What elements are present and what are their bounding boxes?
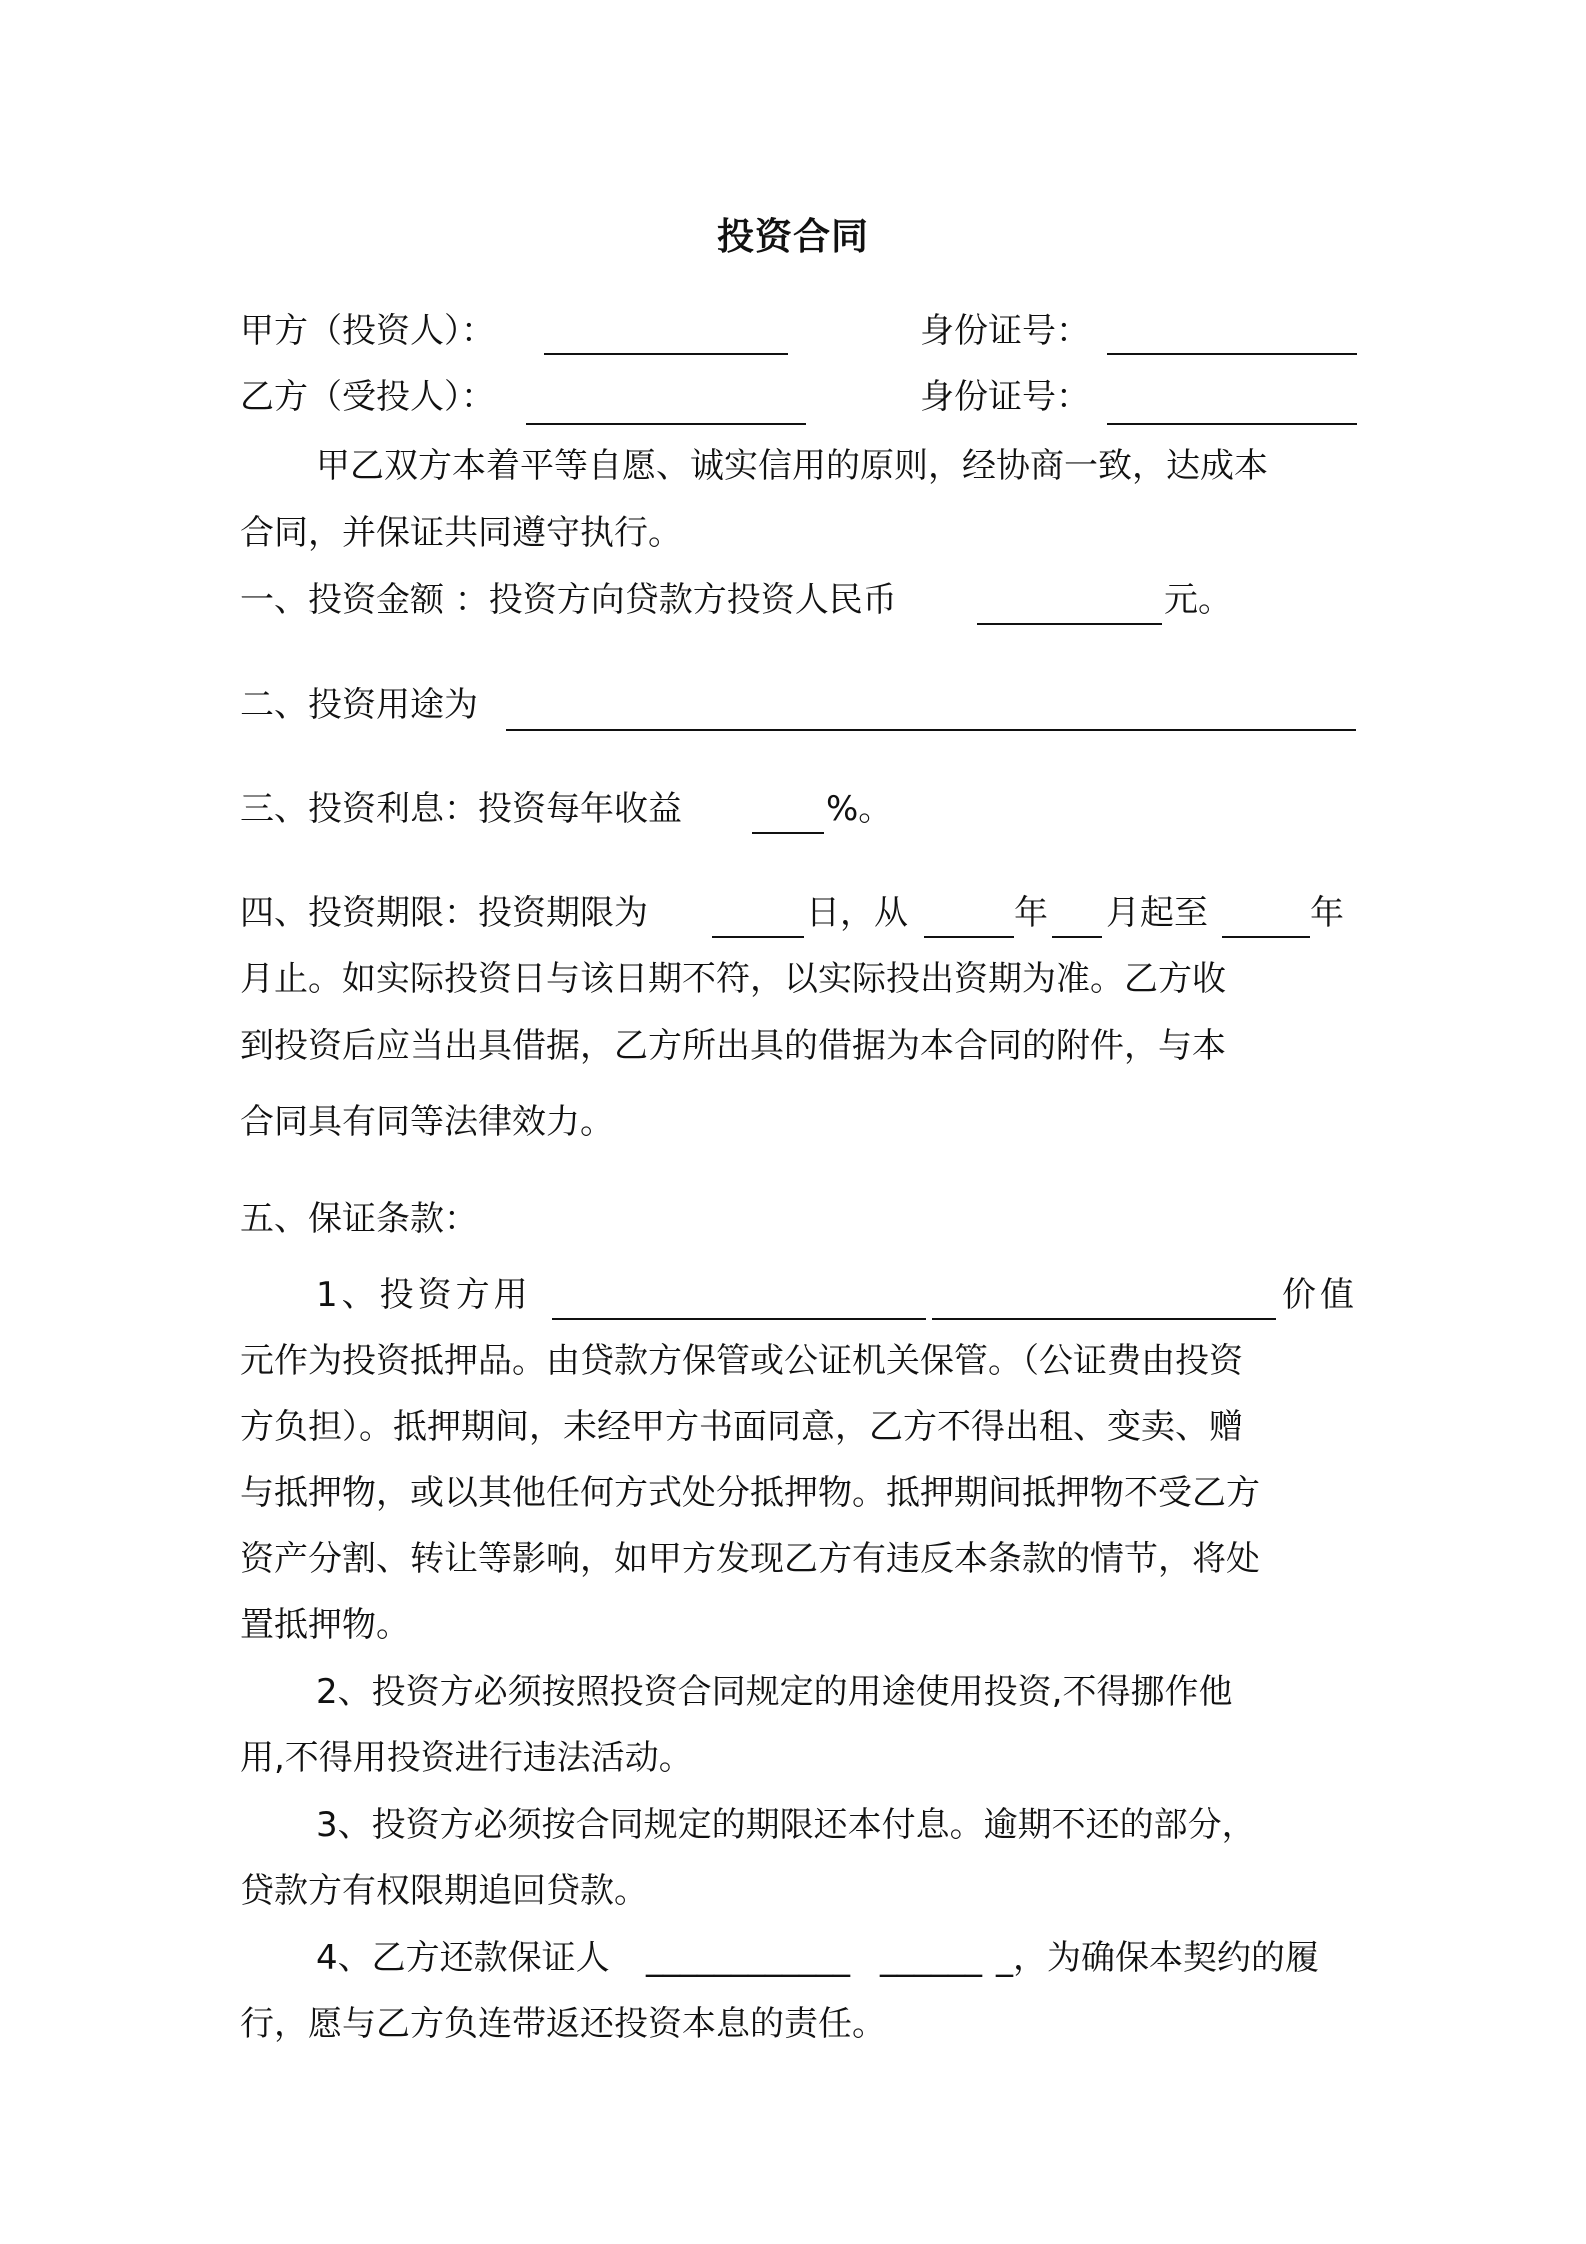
- clause-1-line-2: 元作为投资抵押品。由贷款方保管或公证机关保管。（公证费由投资: [240, 1341, 1243, 1381]
- annual-return-blank[interactable]: [752, 832, 824, 834]
- investment-amount-blank[interactable]: [977, 623, 1162, 625]
- clause-4-prefix: 4、乙方还款保证人: [316, 1938, 610, 1978]
- guarantor-blank[interactable]: ____________: [646, 1938, 850, 1978]
- id-label-a: 身份证号：: [920, 311, 1090, 351]
- clause-4-line-2: 行，愿与乙方负连带返还投资本息的责任。: [240, 2004, 886, 2044]
- id-label-b: 身份证号：: [920, 377, 1090, 417]
- section-4-part-b: 日，从: [806, 893, 908, 933]
- clause-4-suffix: _，为确保本契约的履: [996, 1938, 1319, 1978]
- section-4-part-d: 月起至: [1106, 893, 1208, 933]
- section-5-title: 五、保证条款：: [240, 1199, 478, 1239]
- clause-1-suffix: 价值: [1282, 1275, 1358, 1315]
- clause-1-line-5: 资产分割、转让等影响，如甲方发现乙方有违反本条款的情节，将处: [240, 1539, 1260, 1579]
- document-title: 投资合同: [717, 215, 869, 258]
- start-month-blank[interactable]: [1052, 936, 1102, 938]
- collateral-blank-1[interactable]: [552, 1318, 926, 1320]
- section-4-part-e: 年: [1310, 893, 1344, 933]
- section-4-part-c: 年: [1014, 893, 1048, 933]
- section-1-suffix: 元。: [1164, 580, 1232, 620]
- id-a-blank[interactable]: [1107, 353, 1357, 355]
- term-days-blank[interactable]: [712, 936, 804, 938]
- section-4-part-a: 四、投资期限：投资期限为: [240, 893, 648, 933]
- section-4-line-4: 合同具有同等法律效力。: [240, 1102, 614, 1142]
- intro-line-2: 合同，并保证共同遵守执行。: [240, 513, 682, 553]
- clause-1-line-6: 置抵押物。: [240, 1605, 410, 1645]
- section-4-line-2: 月止。如实际投资日与该日期不符，以实际投出资期为准。乙方收: [240, 959, 1226, 999]
- intro-line-1: 甲乙双方本着平等自愿、诚实信用的原则，经协商一致，达成本: [316, 446, 1268, 486]
- clause-3-line-1: 3、投资方必须按合同规定的期限还本付息。逾期不还的部分，: [316, 1805, 1256, 1845]
- end-year-blank[interactable]: [1222, 936, 1310, 938]
- party-b-label: 乙方（受投人）：: [240, 377, 495, 417]
- collateral-blank-2[interactable]: [932, 1318, 1276, 1320]
- clause-1-prefix: 1、投资方用: [316, 1275, 532, 1315]
- guarantor-blank-2[interactable]: ______: [880, 1938, 982, 1978]
- section-2-prefix: 二、投资用途为: [240, 685, 478, 725]
- id-b-blank[interactable]: [1107, 423, 1357, 425]
- clause-3-line-2: 贷款方有权限期追回贷款。: [240, 1871, 648, 1911]
- clause-1-line-3: 方负担）。抵押期间，未经甲方书面同意，乙方不得出租、变卖、赠: [240, 1407, 1243, 1447]
- clause-2-line-2: 用,不得用投资进行违法活动。: [240, 1738, 693, 1778]
- section-3-prefix: 三、投资利息：投资每年收益: [240, 789, 682, 829]
- clause-2-line-1: 2、投资方必须按照投资合同规定的用途使用投资,不得挪作他: [316, 1672, 1233, 1712]
- section-1-prefix: 一、投资金额 ：投资方向贷款方投资人民币: [240, 580, 897, 620]
- investment-purpose-blank[interactable]: [506, 729, 1356, 731]
- party-a-label: 甲方（投资人）：: [240, 311, 495, 351]
- start-year-blank[interactable]: [924, 936, 1014, 938]
- section-4-line-3: 到投资后应当出具借据，乙方所出具的借据为本合同的附件，与本: [240, 1026, 1226, 1066]
- party-b-blank[interactable]: [526, 423, 806, 425]
- clause-1-line-4: 与抵押物，或以其他任何方式处分抵押物。抵押期间抵押物不受乙方: [240, 1473, 1260, 1513]
- party-a-blank[interactable]: [544, 353, 788, 355]
- section-3-suffix: %。: [826, 789, 893, 829]
